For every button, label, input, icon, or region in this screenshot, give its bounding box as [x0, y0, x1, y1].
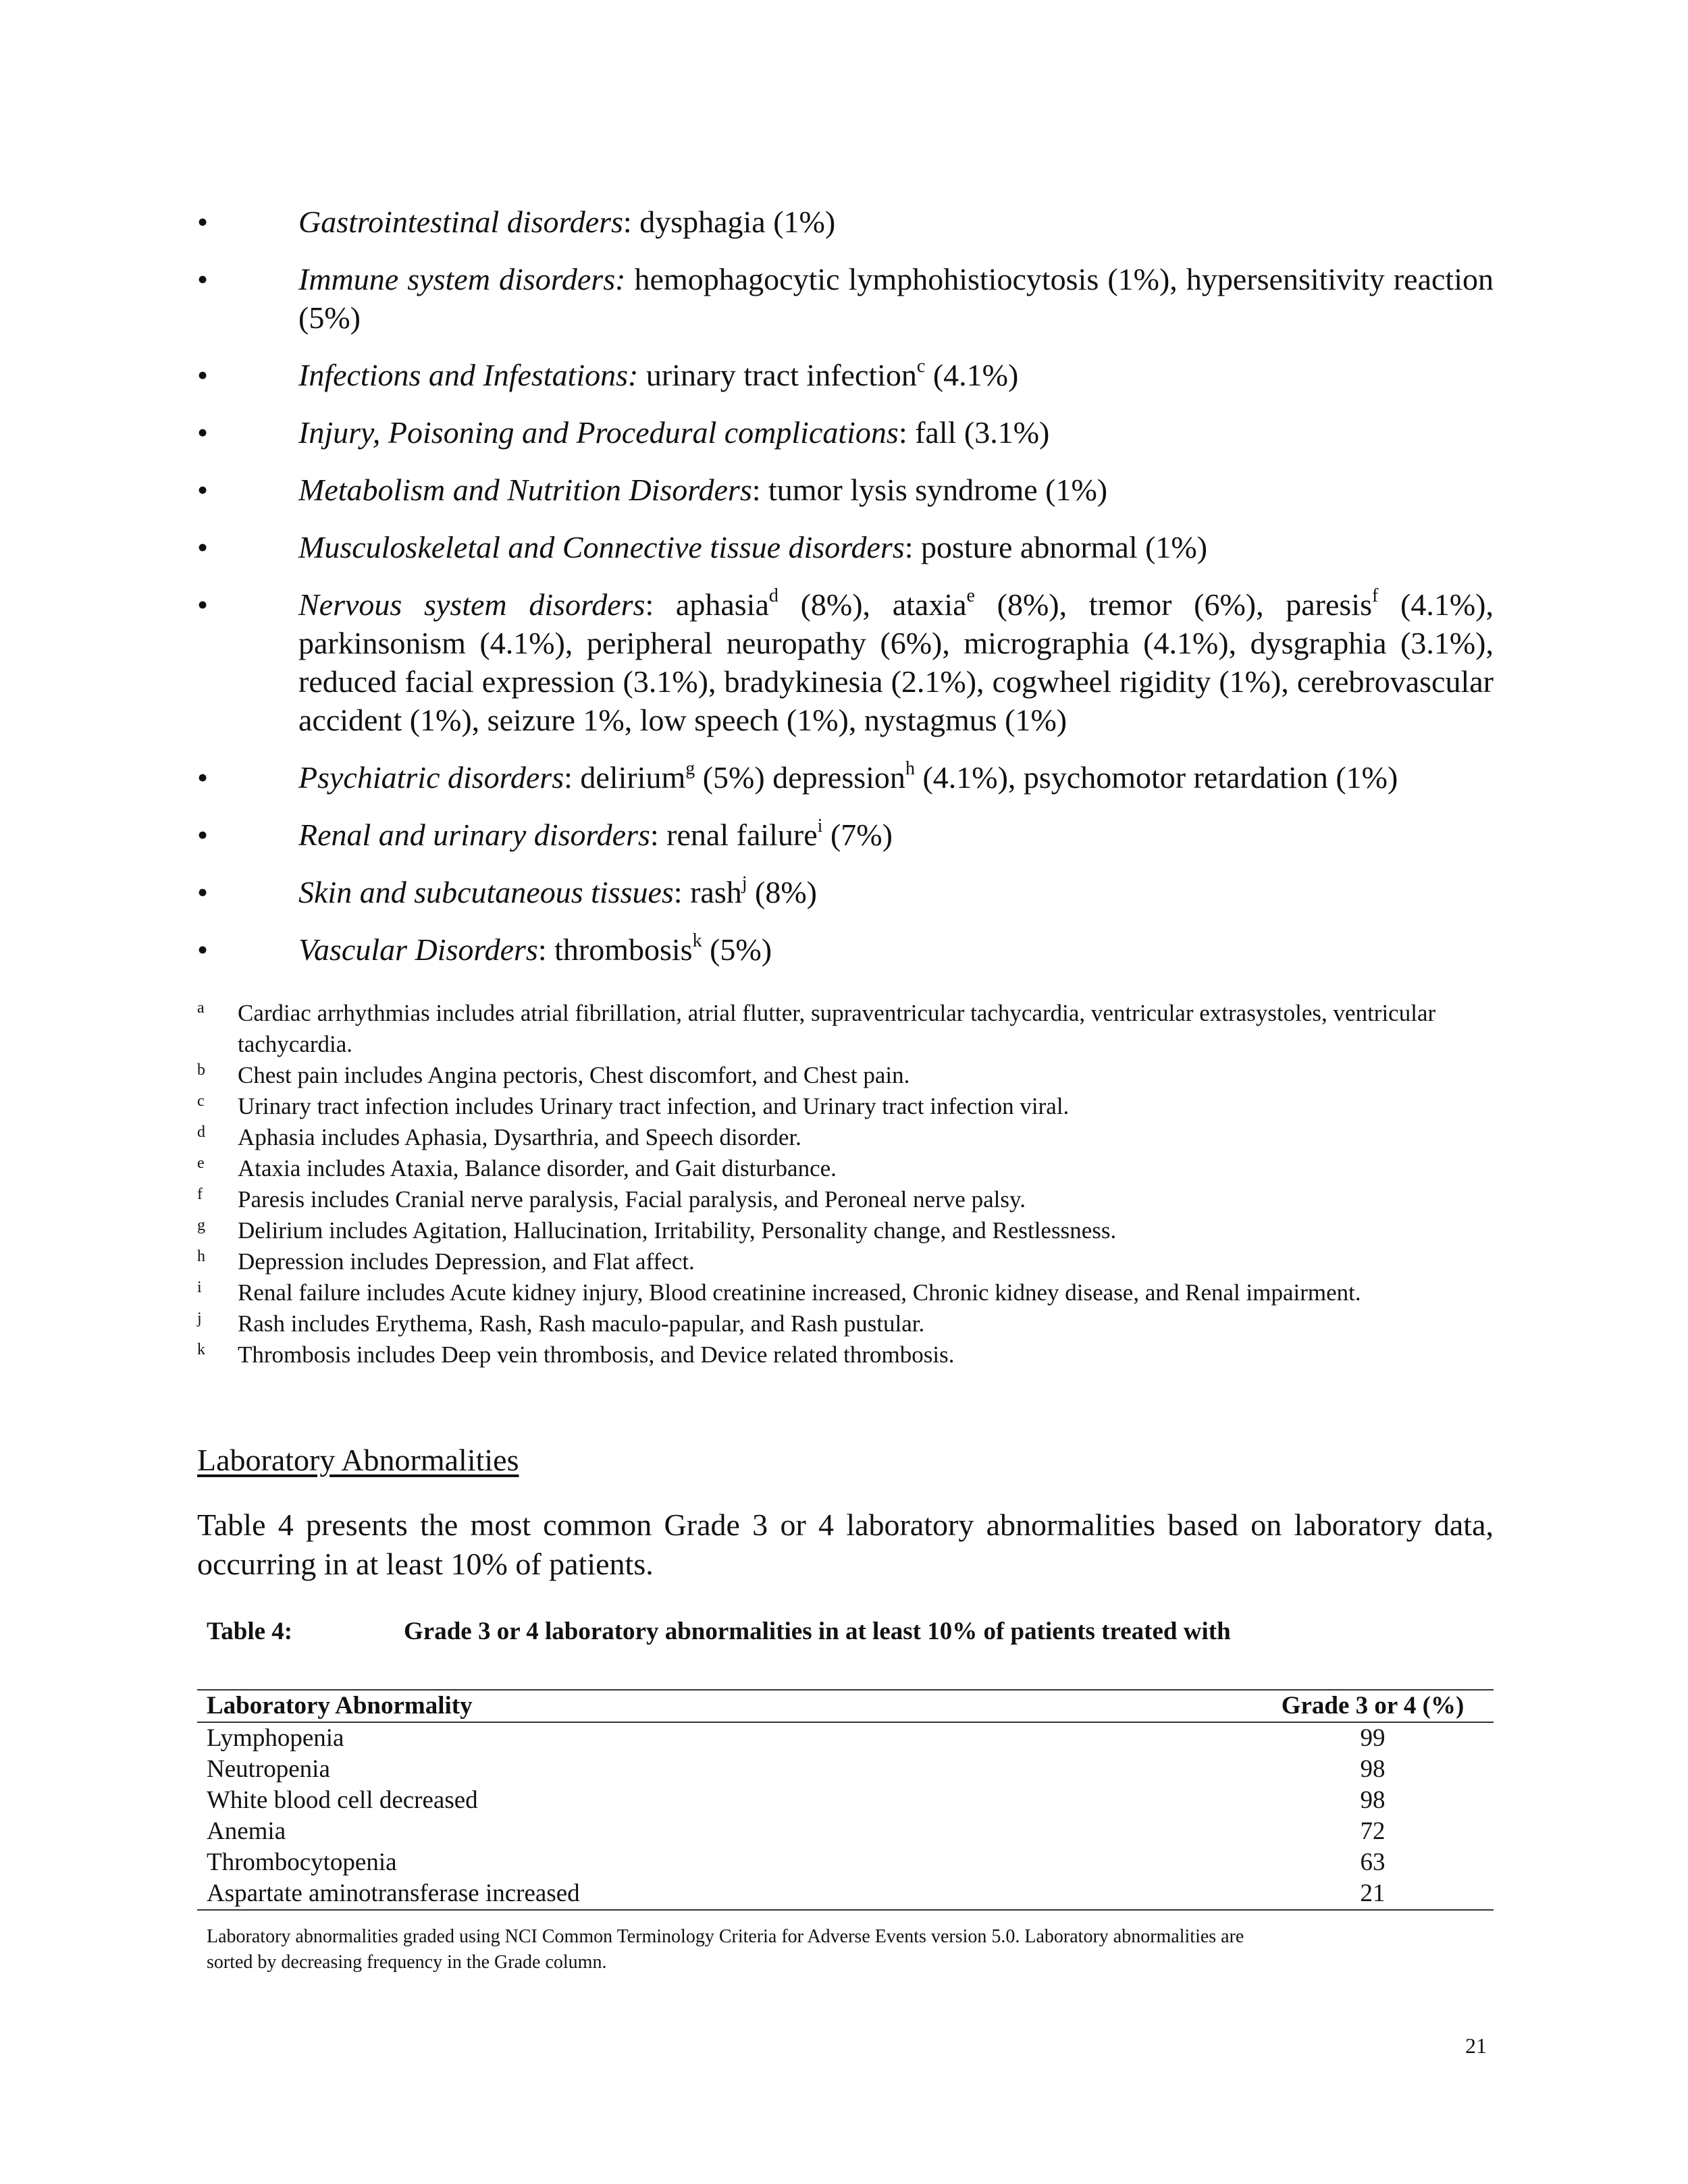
reaction-text: : rash: [673, 875, 742, 909]
footnote-mark: b: [197, 1061, 205, 1079]
category-label: Vascular Disorders: [298, 932, 538, 967]
grade-cell: 99: [1360, 1724, 1386, 1752]
list-item: [197, 471, 1494, 509]
category-label: Musculoskeletal and Connective tissue disorders: [298, 530, 905, 564]
reaction-text: hemophagocytic lymphohistiocytosis (1%), hypersensitivity reaction (5%): [298, 262, 1494, 335]
footnote-mark: h: [197, 1248, 205, 1265]
footnote-mark: d: [197, 1123, 205, 1141]
bullet-icon: •: [197, 932, 209, 967]
reaction-text: (5%) depression: [695, 760, 905, 795]
reaction-text: : tumor lysis syndrome (1%): [751, 473, 1108, 507]
footnote: [197, 1122, 1494, 1153]
footnote: [197, 1246, 1494, 1277]
table-row: [197, 1722, 1494, 1754]
table-header-row: [197, 1690, 1494, 1722]
footnote-mark: e: [197, 1154, 205, 1172]
abnormality-cell: Neutropenia: [207, 1755, 330, 1783]
page-number: 21: [1465, 2033, 1487, 2058]
intro-paragraph: Table 4 presents the most common Grade 3 or 4 laboratory abnormalities based on laboratory data, occurring in at least 10% of patients.: [197, 1508, 1494, 1581]
footnote: [197, 1060, 1494, 1091]
col-header-grade: Grade 3 or 4 (%): [1252, 1690, 1494, 1722]
footnote-mark: j: [197, 1310, 202, 1327]
footnote-text: Chest pain includes Angina pectoris, Chest discomfort, and Chest pain.: [238, 1062, 910, 1088]
reaction-text: (4.1%), parkinsonism (4.1%), peripheral neuropathy (6%), micrographia (4.1%), dysgraphia (3.1%), reduced facial expression (3.1%), bradykinesia (2.1%), cogwheel rigidity (1%), cerebrovascular accident (1%), seizure 1%, low speech (1%), nystagmus (1%): [298, 587, 1494, 737]
grade-cell: 98: [1360, 1786, 1386, 1814]
section-heading: Laboratory Abnormalities: [197, 1443, 519, 1477]
category-label: Skin and subcutaneous tissues: [298, 875, 674, 909]
list-item: [197, 413, 1494, 452]
reaction-text: : dysphagia (1%): [623, 205, 836, 239]
footnote: [197, 1091, 1494, 1122]
abnormality-cell: Aspartate aminotransferase increased: [197, 1878, 1252, 1910]
footnote-mark: f: [197, 1186, 203, 1203]
table-row: [197, 1754, 1494, 1785]
footnote-ref: k: [692, 930, 702, 951]
reaction-text: : delirium: [564, 760, 686, 795]
footnote-ref: d: [768, 585, 779, 606]
table-row: [197, 1847, 1494, 1878]
list-item: [197, 585, 1494, 739]
footnote: [197, 1215, 1494, 1246]
footnote-ref: j: [741, 872, 747, 894]
footnote-text: Depression includes Depression, and Flat affect.: [238, 1248, 695, 1275]
footnote-ref: c: [916, 355, 926, 377]
reaction-text: (8%): [747, 875, 817, 909]
reaction-text: : fall (3.1%): [898, 415, 1050, 450]
bullet-icon: •: [197, 473, 209, 507]
footnote-text: Paresis includes Cranial nerve paralysis, Facial paralysis, and Peroneal nerve palsy.: [238, 1186, 1026, 1213]
table-row: [197, 1816, 1494, 1847]
footnote: [197, 1308, 1494, 1339]
reaction-text: : posture abnormal (1%): [904, 530, 1208, 564]
footnote-mark: k: [197, 1341, 205, 1358]
footnote-text: Thrombosis includes Deep vein thrombosis, and Device related thrombosis.: [238, 1341, 955, 1368]
footnotes: [197, 998, 1494, 1370]
bullet-icon: •: [197, 415, 209, 450]
reaction-text: (7%): [822, 818, 893, 852]
list-item: [197, 203, 1494, 241]
bullet-icon: •: [197, 818, 209, 852]
reaction-text: : aphasia: [645, 587, 769, 622]
footnote-text: Urinary tract infection includes Urinary tract infection, and Urinary tract infection viral.: [238, 1093, 1070, 1119]
bullet-icon: •: [197, 358, 209, 392]
reaction-text: urinary tract infection: [638, 358, 917, 392]
footnote-text: Renal failure includes Acute kidney injury, Blood creatinine increased, Chronic kidney disease, and Renal impairment.: [238, 1279, 1361, 1306]
table-label: Table 4:: [207, 1618, 293, 1645]
category-label: Psychiatric disorders: [298, 760, 564, 795]
category-label: Injury, Poisoning and Procedural complications: [298, 415, 899, 450]
footnote-ref: f: [1372, 585, 1379, 606]
reaction-text: : thrombosis: [537, 932, 693, 967]
footnote: [197, 1277, 1494, 1308]
bullet-icon: •: [197, 530, 209, 564]
bullet-icon: •: [197, 875, 209, 909]
bullet-icon: •: [197, 587, 209, 622]
footnote-text: Aphasia includes Aphasia, Dysarthria, and Speech disorder.: [238, 1124, 801, 1150]
footnote-mark: c: [197, 1092, 205, 1110]
grade-cell: 63: [1360, 1848, 1386, 1876]
footnote-mark: g: [197, 1217, 205, 1234]
list-item: [197, 930, 1494, 969]
lab-abnormalities-table: [197, 1689, 1494, 1911]
reaction-text: (4.1%): [925, 358, 1019, 392]
table-row: [197, 1878, 1494, 1910]
grade-cell: 21: [1252, 1878, 1494, 1910]
abnormality-cell: Lymphopenia: [207, 1724, 344, 1752]
list-item: [197, 356, 1494, 394]
table-row: [197, 1785, 1494, 1816]
footnote-mark: i: [197, 1279, 202, 1296]
grade-cell: 98: [1360, 1755, 1386, 1783]
footnote-text: Rash includes Erythema, Rash, Rash maculo-papular, and Rash pustular.: [238, 1310, 925, 1337]
list-item: [197, 260, 1494, 337]
reaction-text: : renal failure: [650, 818, 818, 852]
bullet-icon: •: [197, 760, 209, 795]
category-label: Immune system disorders:: [298, 262, 626, 296]
list-item: [197, 816, 1494, 854]
footnote-mark: a: [197, 999, 205, 1017]
category-label: Nervous system disorders: [298, 587, 645, 622]
footnote: [197, 1339, 1494, 1370]
footnote: [197, 1153, 1494, 1184]
category-label: Infections and Infestations:: [298, 358, 639, 392]
category-label: Gastrointestinal disorders: [298, 205, 623, 239]
reaction-text: (8%), ataxia: [778, 587, 967, 622]
abnormality-cell: Thrombocytopenia: [207, 1848, 397, 1876]
category-label: Renal and urinary disorders: [298, 818, 650, 852]
bullet-icon: •: [197, 262, 209, 296]
footnote-text: Ataxia includes Ataxia, Balance disorder, and Gait disturbance.: [238, 1155, 837, 1181]
footnote-text: Delirium includes Agitation, Hallucination, Irritability, Personality change, and Restlessness.: [238, 1217, 1117, 1244]
footnote-ref: g: [685, 757, 695, 779]
list-item: [197, 528, 1494, 566]
grade-cell: 72: [1360, 1817, 1386, 1845]
footnote: [197, 1184, 1494, 1215]
abnormality-cell: Anemia: [207, 1817, 286, 1845]
list-item: [197, 873, 1494, 911]
footnote: [197, 998, 1494, 1060]
reaction-text: (8%), tremor (6%), paresis: [974, 587, 1373, 622]
table-footnote: Laboratory abnormalities graded using NCI Common Terminology Criteria for Adverse Events version 5.0. Laboratory abnormalities are sorted by decreasing frequency in the Grade column.: [207, 1926, 1244, 1973]
reaction-text: (5%): [702, 932, 772, 967]
table-body: [197, 1722, 1494, 1910]
table-title: Grade 3 or 4 laboratory abnormalities in at least 10% of patients treated with: [404, 1618, 1231, 1645]
footnote-ref: h: [905, 757, 915, 779]
footnote-ref: e: [966, 585, 975, 606]
footnote-text: Cardiac arrhythmias includes atrial fibrillation, atrial flutter, supraventricular tachycardia, ventricular extrasystoles, ventricular tachycardia.: [238, 1000, 1436, 1057]
footnote-ref: i: [817, 815, 823, 836]
bullet-icon: •: [197, 205, 209, 239]
col-header-abnormality: Laboratory Abnormality: [197, 1690, 1252, 1722]
abnormality-cell: White blood cell decreased: [207, 1786, 478, 1814]
adverse-reactions-list: [197, 203, 1494, 988]
reaction-text: (4.1%), psychomotor retardation (1%): [914, 760, 1398, 795]
list-item: [197, 758, 1494, 797]
category-label: Metabolism and Nutrition Disorders: [298, 473, 752, 507]
